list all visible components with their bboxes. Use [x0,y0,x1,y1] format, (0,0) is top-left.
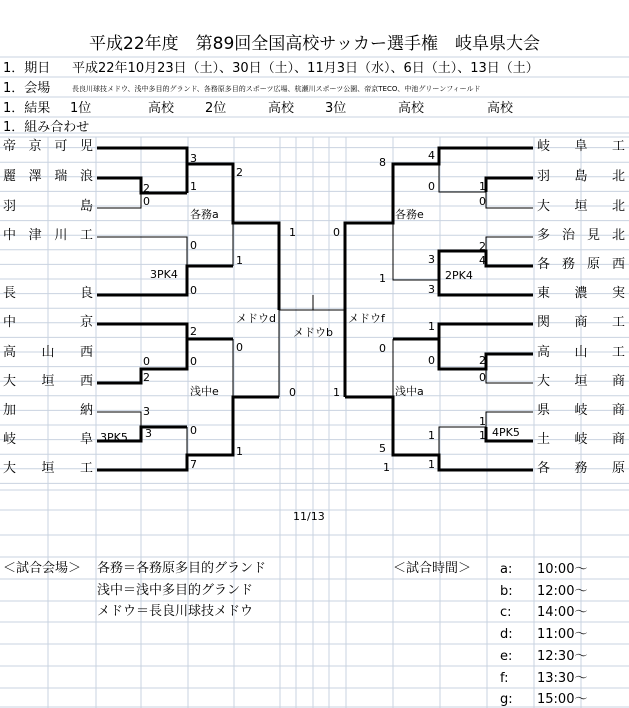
team-name-char: 大 [3,461,17,476]
team-name-char: 実 [611,286,625,301]
team-name [3,170,93,183]
team-name-char: 良 [79,286,93,301]
time-slot-key: f: [500,670,509,686]
result-label: 1．結果 [3,101,51,116]
team-name-char: 島 [574,169,588,184]
team-name-char: 工 [79,228,93,243]
score: 2PK4 [445,269,473,282]
score: 1 [236,445,243,458]
team-name-char: 多 [537,228,551,243]
team-name-char: 中 [3,315,17,330]
third-place-school: 高校 [398,101,425,116]
team-name-char: 山 [574,345,588,360]
team-name [3,375,93,388]
score: 5 [379,442,386,455]
team-name [537,170,625,183]
team-name-char: 岐 [537,139,551,154]
score: 2 [236,166,243,179]
score: 1 [383,461,390,474]
team-name-char: 工 [79,461,93,476]
team-name-char: 土 [537,432,551,447]
team-name [3,287,93,300]
team-name-char: 大 [537,199,551,214]
score: 0 [236,341,243,354]
team-name-char: 東 [537,286,551,301]
score: 1 [428,320,435,333]
team-name-char: 児 [79,139,93,154]
score: 2 [479,354,486,367]
time-slot-key: d: [500,627,513,643]
team-name-char: 工 [611,139,625,154]
score: 1 [428,429,435,442]
score: 7 [190,458,197,471]
team-name [537,200,625,213]
score: 4 [479,254,486,267]
match-label-a-right: 浅中a [395,385,424,398]
time-slot-value: 15:00～ [537,692,588,708]
score: 1 [236,254,243,267]
score: 2 [479,240,486,253]
venue-legend-item: 浅中＝浅中多目的グランド [97,583,254,598]
bracket-winner-lines [97,148,533,470]
team-name-char: 澤 [28,169,42,184]
score: 0 [428,180,435,193]
dates: 平成22年10月23日（土）、30日（土）、11月3日（水）、6日（土）、13日（土） [72,61,539,76]
team-name-char: 西 [611,257,625,272]
pairing-label: 1．組み合わせ [3,120,90,135]
team-name [3,229,93,242]
time-slot-key: c: [500,605,512,621]
team-name-char: 見 [586,228,600,243]
time-slot-key: g: [500,692,513,708]
second-place-label: 2位 [205,101,227,116]
team-name-char: 西 [79,345,93,360]
match-label-d: メドウd [236,312,276,325]
team-name [537,229,625,242]
spreadsheet-grid [0,57,629,708]
team-name-char: 濃 [574,286,588,301]
team-name [537,433,625,446]
team-name-char: 川 [54,228,68,243]
team-name-char: 北 [611,199,625,214]
score: 1 [379,272,386,285]
score: 1 [190,180,197,193]
team-name-char: 可 [54,139,68,154]
team-name-char: 原 [611,461,625,476]
team-name [3,462,93,475]
third-place-school-2: 高校 [487,101,514,116]
team-name [537,316,625,329]
team-name-char: 京 [79,315,93,330]
team-name-char: 高 [537,345,551,360]
team-name [3,346,93,359]
third-place-label: 3位 [325,101,347,116]
team-name-char: 商 [574,315,588,330]
team-name-char: 浪 [79,169,93,184]
team-name-char: 山 [41,345,55,360]
time-slot-value: 12:30～ [537,648,588,664]
score: 0 [190,239,197,252]
team-name-char: 商 [611,432,625,447]
time-slot-key: a: [500,562,513,577]
team-name-char: 岐 [3,432,17,447]
team-name-char: 垣 [574,199,588,214]
score: 2 [143,371,150,384]
team-name-char: 津 [28,228,42,243]
team-name-char: 各 [537,461,551,476]
score: 3 [190,152,197,165]
match-label-a: 各務a [190,208,219,221]
score: 0 [143,355,150,368]
time-slot-key: e: [500,648,513,664]
team-name [3,140,93,153]
team-name [3,404,93,417]
score: 4 [428,149,435,162]
dates-label: 1．期日 [3,61,51,76]
team-name-char: 商 [611,374,625,389]
team-name [537,287,625,300]
team-name-char: 羽 [537,169,551,184]
score: 4PK5 [492,426,520,439]
bracket-lines [97,164,533,458]
team-name-char: 工 [611,315,625,330]
team-name-char: 北 [611,228,625,243]
team-name-char: 阜 [574,139,588,154]
venues: 長良川球技メドウ、浅中多目的グランド、各務原多目的スポーツ広場、杭瀬川スポーツ公園、帝京TECO、中池グリーンフィールド [72,85,481,93]
team-name-char: 大 [537,374,551,389]
team-name [3,316,93,329]
team-name-char: 長 [3,286,17,301]
score: 0 [190,355,197,368]
team-name-char: 商 [611,403,625,418]
team-name-char: 大 [3,374,17,389]
team-name-char: 帝 [3,139,17,154]
score: 1 [479,415,486,428]
team-name-char: 京 [28,139,42,154]
page-title: 平成22年度 第89回全国高校サッカー選手権 岐阜県大会 [89,34,540,54]
score: 2 [190,325,197,338]
score: 0 [379,342,386,355]
team-name-char: 原 [586,257,600,272]
score: 3 [428,253,435,266]
match-label-e-right: 各務e [395,208,424,221]
score: 1 [479,180,486,193]
second-place-school: 高校 [268,101,295,116]
time-slot-value: 12:00～ [537,583,588,599]
match-label-e-left: 浅中e [190,385,219,398]
score: 0 [428,354,435,367]
team-name [537,404,625,417]
team-name-char: 垣 [41,374,55,389]
team-name-char: 工 [611,345,625,360]
score: 0 [479,195,486,208]
score: 3 [145,427,152,440]
team-name-char: 垣 [574,374,588,389]
score: 0 [143,195,150,208]
team-name-char: 務 [561,257,575,272]
score: 0 [190,284,197,297]
score: 3PK4 [150,268,178,281]
score: 1 [289,226,296,239]
team-name-char: 阜 [79,432,93,447]
score: 1 [333,386,340,399]
team-name [3,433,93,446]
team-name [537,375,625,388]
team-name [537,258,625,271]
venue-label: 1．会場 [3,81,51,96]
team-name-char: 県 [537,403,551,418]
team-name-char: 中 [3,228,17,243]
score: 1 [428,458,435,471]
score: 3PK5 [100,431,128,444]
score: 0 [333,226,340,239]
team-name-char: 西 [79,374,93,389]
team-name-char: 岐 [574,403,588,418]
team-name-char: 高 [3,345,17,360]
team-name [537,346,625,359]
score: 1 [479,429,486,442]
team-name-char: 関 [537,315,551,330]
time-slot-value: 11:00～ [537,627,588,643]
time-slot-value: 14:00～ [537,605,588,621]
venue-legend-item: メドウ＝長良川球技メドウ [97,604,254,619]
team-name-char: 加 [3,403,17,418]
team-name [537,140,625,153]
team-name-char: 納 [79,403,93,418]
score: 2 [143,182,150,195]
team-name-char: 各 [537,257,551,272]
team-name-char: 務 [574,461,588,476]
venue-legend-label: ＜試合会場＞ [3,561,82,576]
score: 3 [143,405,150,418]
venue-legend-item: 各務＝各務原多目的グランド [97,561,267,576]
time-slot-value: 10:00～ [537,562,588,577]
score: 0 [479,371,486,384]
score: 3 [428,283,435,296]
score: 8 [379,156,386,169]
team-name-char: 岐 [574,432,588,447]
time-slot-value: 13:30～ [537,670,588,686]
team-name-char: 治 [561,228,575,243]
match-label-f: メドウf [348,312,385,325]
team-name-char: 島 [79,199,93,214]
team-name-char: 北 [611,169,625,184]
team-name [537,462,625,475]
time-slot-key: b: [500,583,513,599]
first-place-school: 高校 [148,101,175,116]
team-name-char: 垣 [41,461,55,476]
match-label-b: メドウb [293,326,333,339]
team-name [3,200,93,213]
final-date: 11/13 [293,510,325,523]
team-name-char: 瑞 [54,169,68,184]
time-legend-label: ＜試合時間＞ [393,561,472,576]
score: 0 [289,386,296,399]
first-place-label: 1位 [70,101,92,116]
score: 0 [190,424,197,437]
team-name-char: 羽 [3,199,17,214]
team-name-char: 麗 [3,169,17,184]
